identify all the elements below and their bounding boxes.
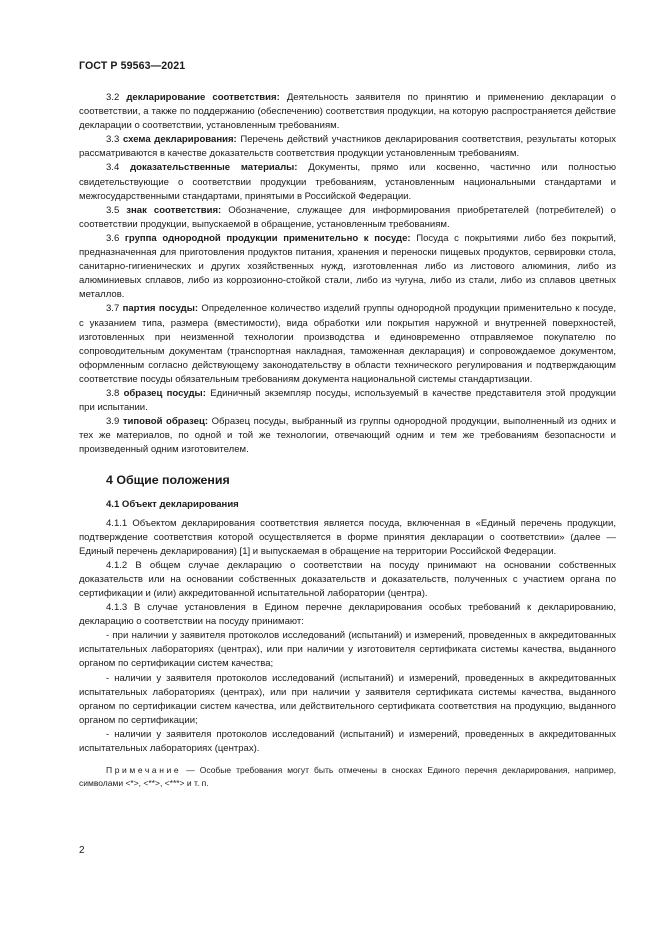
- definition-3-6: [79, 232, 616, 302]
- document-body: [79, 91, 616, 790]
- definition-3-9: [79, 415, 616, 457]
- definition-number: 3.2: [106, 92, 120, 103]
- definition-term: доказательственные материалы:: [130, 162, 298, 174]
- paragraph-4-1-3: 4.1.3 В случае установления в Едином перечне декларирования особых требований к декларированию, декларацию о соответствии на посуду принимают:: [79, 602, 616, 628]
- list-item: - наличии у заявителя протоколов исследований (испытаний) и измерений, проведенных в аккредитованных испытательных лабораториях (центрах), или при наличии у заявителя сертификата системы качества, выданного органом по сертификации систем качества, или действительного сертификата соответствия на продукцию, выданного органом по сертификации;: [79, 672, 616, 726]
- definition-3-2: [79, 91, 616, 133]
- note-label: Примечание: [106, 765, 182, 776]
- subsection-4-1-title: 4.1 Объект декларирования: [106, 499, 239, 511]
- list-item: - наличии у заявителя протоколов исследований (испытаний) и измерений, проведенных в аккредитованных испытательных лабораториях (центрах).: [79, 728, 616, 755]
- paragraph-4-1-1: 4.1.1 Объектом декларирования соответствия является посуда, включенная в «Единый перечень продукции, подтверждение соответствия которой осуществляется в форме принятия декларации о соответствии» (далее — Единый перечень декларирования) [1] и выпускаемая в обращение на территории Российской Федерации.: [79, 517, 616, 557]
- definition-text: Посуда с покрытиями либо без покрытий, предназначенная для приготовления продуктов питания, хранения и переноски пищевых продуктов, сервировки стола, санитарно-гигиенических и других хозяйственных нужд, изготовленная либо из листового алюминия, либо из алюминиевых сплавов, либо из коррозионно-стойкой стали, либо из чугуна, либо из стали, либо из сплавов цветных металлов.: [79, 232, 617, 301]
- definition-text: Образец посуды, выбранный из группы однородной продукции, выполненный из одних и тех же материалов, по одной и той же технологии, отвечающий одним и тем же требованиям безопасности и произведенный одним изготовителем.: [79, 416, 617, 456]
- document-code-header: ГОСТ Р 59563—2021: [79, 60, 186, 72]
- definition-term: декларирование соответствия:: [126, 92, 280, 103]
- definition-text: Определенное количество изделий группы однородной продукции применительно к посуде, с указанием типа, размера (вместимости), вида обработки или покрытия наружной и внутренней поверхностей, изготовленных при неизменной технологии производства и единовременно отправляемое покупателю по сопроводительным документам (транспортная накладная, таможенная декларация) и сопровождаемое документом, оформленным согласно действующему законодательству в области технического регулирования и подтверждающим соответствие посуды обязательным требованиям документа национальной системы стандартизации.: [79, 303, 616, 385]
- page-number: 2: [79, 845, 85, 856]
- definition-3-4: [79, 161, 616, 203]
- definition-term: схема декларирования:: [122, 134, 237, 146]
- definition-text: Деятельность заявителя по принятию и применению декларации о соответствии, а также по поддержанию (обеспечению) соответствия продукции, на которую распространяется действие декларации о соответствии, установленным требованиям.: [79, 92, 616, 132]
- note: [79, 764, 616, 790]
- definition-text: Перечень действий участников декларирования соответствия, результаты которых рассматриваются в качестве доказательств соответствия продукции установленным требованиям.: [79, 134, 616, 160]
- definition-3-3: [79, 133, 616, 161]
- definition-number: 3.4: [106, 162, 120, 174]
- section-4-title: 4 Общие положения: [106, 473, 230, 488]
- definition-text: Единичный экземпляр посуды, используемый в качестве представителя этой продукции при испытании.: [79, 387, 617, 414]
- definition-term: типовой образец:: [122, 416, 209, 428]
- list-item: - при наличии у заявителя протоколов исследований (испытаний) и измерений, проведенных в аккредитованных испытательных лабораториях (центрах), или при наличии у изготовителя сертификата системы качества, выданного органом по сертификации систем качества;: [79, 630, 616, 670]
- note-text: — Особые требования могут быть отмечены в сносках Единого перечня декларирования, например, символами <*>, <**>, <***> и т. п.: [79, 765, 616, 789]
- definition-number: 3.8: [106, 387, 120, 399]
- definition-number: 3.6: [106, 232, 120, 244]
- definition-term: группа однородной продукции применительно к посуде:: [124, 232, 411, 244]
- paragraph-4-1-2: 4.1.2 В общем случае декларацию о соответствии на посуду принимают на основании собственных доказательств или на основании собственных доказательств и доказательств, полученных с участием органа по сертификации и (или) аккредитованной испытательной лаборатории (центра).: [79, 559, 616, 599]
- definition-number: 3.5: [106, 204, 120, 216]
- definition-term: знак соответствия:: [126, 204, 222, 216]
- definition-text: Документы, прямо или косвенно, частично или полностью свидетельствующие о соответствии продукции требованиям, установленным национальными стандартами и межгосударственными стандартами, принятыми в Российской Федерации.: [79, 162, 616, 202]
- definition-term: партия посуды:: [122, 303, 199, 315]
- definition-number: 3.9: [106, 416, 120, 428]
- definition-number: 3.7: [106, 303, 120, 315]
- definition-number: 3.3: [106, 134, 120, 146]
- definition-term: образец посуды:: [123, 387, 206, 399]
- definition-3-8: [79, 387, 616, 415]
- definition-3-7: [79, 302, 616, 387]
- definition-3-5: [79, 204, 616, 232]
- definition-text: Обозначение, служащее для информирования приобретателей (потребителей) о соответствии продукции, выпускаемой в обращение, установленным требованиям.: [79, 204, 616, 230]
